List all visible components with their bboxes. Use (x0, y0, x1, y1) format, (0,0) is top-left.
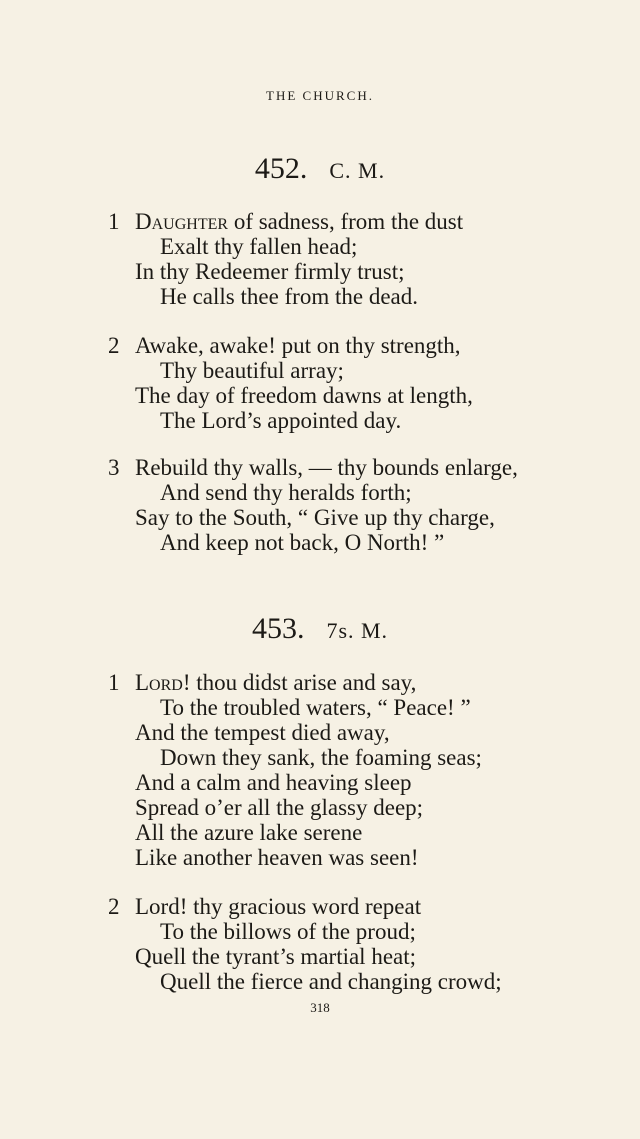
verse-line: Exalt thy fallen head; (160, 234, 358, 259)
verse-line: And a calm and heaving sleep (135, 770, 412, 795)
verse-line: In thy Redeemer firmly trust; (135, 259, 405, 284)
verse-line: To the troubled waters, “ Peace! ” (160, 695, 471, 720)
stanza-number: 1 (108, 670, 120, 695)
verse-line: Like another heaven was seen! (135, 845, 419, 870)
verse-line: Rebuild thy walls, — thy bounds enlarge, (135, 455, 518, 480)
verse-line (135, 209, 463, 234)
verse-line: The day of freedom dawns at length, (135, 383, 473, 408)
verse-line: And keep not back, O North! ” (160, 530, 445, 555)
hymn-number: 452. (254, 152, 308, 185)
verse-line: And send thy heralds forth; (160, 480, 412, 505)
verse-first-word: Daughter (135, 209, 229, 234)
verse-line: Awake, awake! put on thy strength, (135, 333, 461, 358)
hymn-header (0, 152, 640, 186)
verse-line: Down they sank, the foaming seas; (160, 745, 482, 770)
stanza-number: 3 (108, 455, 120, 480)
verse-first-rest: ! thou didst arise and say, (182, 670, 417, 695)
page-number: 318 (310, 1000, 330, 1015)
verse-first-word: Lord (135, 670, 183, 695)
verse-line: To the billows of the proud; (160, 919, 416, 944)
verse-line: He calls thee from the dead. (160, 284, 418, 309)
verse-line: Quell the fierce and changing crowd; (160, 969, 502, 994)
stanza-number: 2 (108, 894, 120, 919)
stanza-number: 2 (108, 333, 120, 358)
verse-line: Spread o’er all the glassy deep; (135, 795, 424, 820)
hymn-meter: C. M. (329, 158, 386, 183)
verse-line: The Lord’s appointed day. (160, 408, 402, 433)
stanza-number: 1 (108, 209, 120, 234)
verse-line: Quell the tyrant’s martial heat; (135, 944, 417, 969)
verse-line: Lord! thy gracious word repeat (135, 894, 422, 919)
verse-line: Say to the South, “ Give up thy charge, (135, 505, 495, 530)
hymn-number: 453. (251, 612, 305, 645)
verse-line: And the tempest died away, (135, 720, 390, 745)
verse-line (135, 670, 416, 695)
verse-line: All the azure lake serene (135, 820, 363, 845)
hymn-meter: 7s. M. (326, 618, 389, 643)
verse-line: Thy beautiful array; (160, 358, 344, 383)
verse-first-rest: of sadness, from the dust (228, 209, 464, 234)
running-head: THE CHURCH. (266, 88, 374, 103)
hymn-header (0, 612, 640, 646)
